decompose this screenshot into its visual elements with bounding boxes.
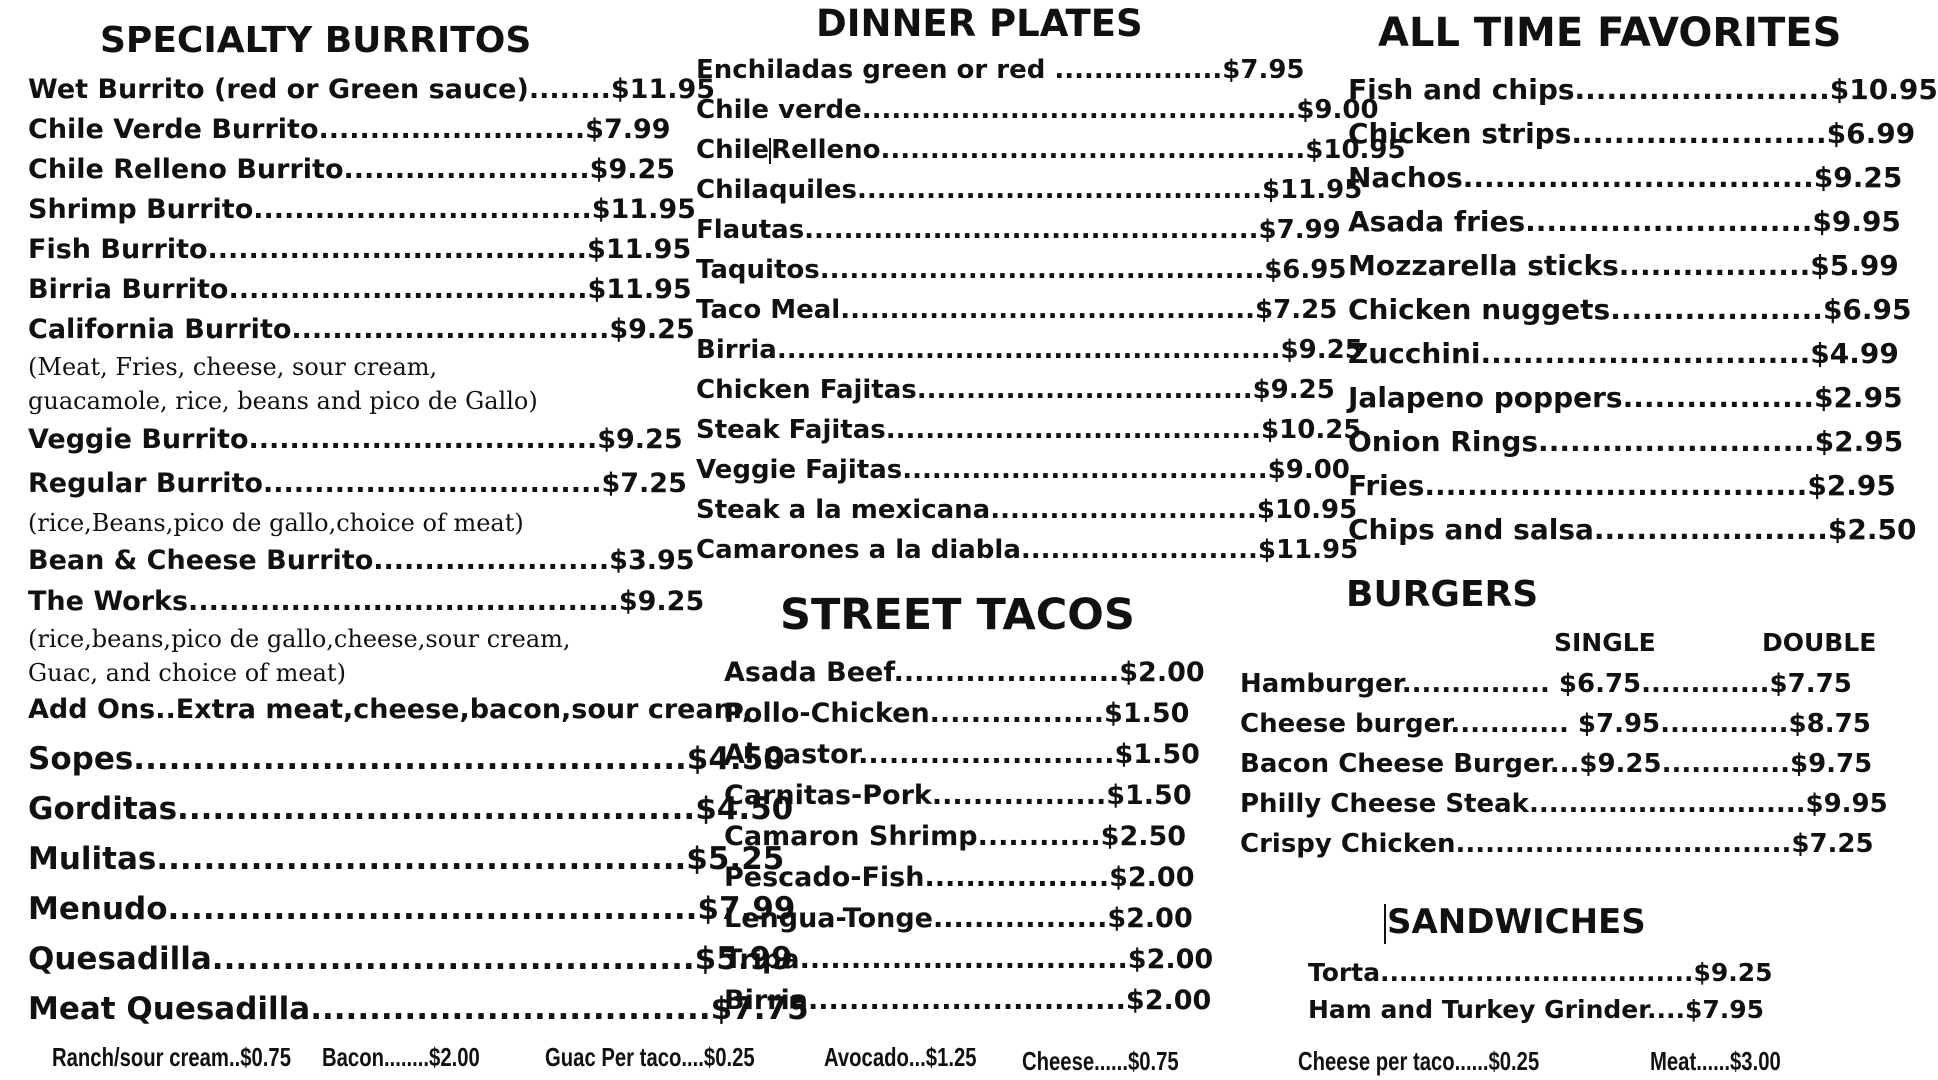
menu-item: Tripa................................$2.00: [724, 944, 1214, 975]
menu-item: Wet Burrito (red or Green sauce)........$11.95: [28, 74, 716, 105]
single-column-header: SINGLE: [1554, 628, 1656, 657]
sandwiches-title: [1384, 902, 1646, 944]
specialty-burritos-title: SPECIALTY BURRITOS: [100, 20, 532, 61]
menu-item: Chile verde............................................$9.00: [696, 95, 1379, 125]
menu-item: Nachos.................................$9.25: [1348, 161, 1903, 194]
menu-item: Veggie Fajitas.....................................$9.00: [696, 455, 1350, 485]
item-description: guacamole, rice, beans and pico de Gallo): [28, 387, 538, 415]
burgers-title: BURGERS: [1346, 574, 1539, 615]
menu-item: Birria...................................................$9.25: [696, 335, 1363, 365]
menu-item: Shrimp Burrito.................................$11.95: [28, 194, 696, 225]
footer-item: Ranch/sour cream..$0.75: [52, 1042, 291, 1072]
menu-item: Gorditas............................................$4.50: [28, 791, 794, 827]
footer-addons: [0, 1036, 1920, 1080]
street-tacos-title: STREET TACOS: [780, 590, 1135, 640]
menu-item: [696, 130, 1406, 170]
footer-item: Bacon........$2.00: [322, 1042, 480, 1072]
footer-item: Guac Per taco....$0.25: [545, 1042, 755, 1072]
menu-item: Steak a la mexicana...........................$10.95: [696, 495, 1358, 525]
footer-item: Cheese per taco......$0.25: [1298, 1046, 1540, 1076]
menu-item: Fish Burrito.....................................$11.95: [28, 234, 692, 265]
footer-item: Avocado...$1.25: [824, 1042, 977, 1072]
menu-item: Sopes...............................................$4.50: [28, 741, 785, 777]
menu-item: Enchiladas green or red .................$7.95: [696, 55, 1305, 85]
menu-item: The Works..........................................$9.25: [28, 586, 705, 617]
item-name-prefix: Chile: [696, 135, 770, 165]
menu-item: Bacon Cheese Burger...$9.25.............$9.75: [1240, 749, 1873, 779]
menu-item: Crispy Chicken..................................$7.25: [1240, 829, 1874, 859]
menu-item: Cheese burger............ $7.95.............$8.75: [1240, 709, 1871, 739]
menu-item: Carnitas-Pork.................$1.50: [724, 780, 1192, 811]
menu-item: Lengua-Tonge.................$2.00: [724, 903, 1193, 934]
menu-item: California Burrito...............................$9.25: [28, 314, 695, 345]
item-description: (Meat, Fries, cheese, sour cream,: [28, 353, 438, 381]
menu-item: Taquitos.............................................$6.95: [696, 255, 1347, 285]
text-cursor-icon: [1384, 904, 1386, 944]
item-description: (rice,beans,pico de gallo,cheese,sour cream,: [28, 625, 571, 653]
all-time-favorites-title: ALL TIME FAVORITES: [1378, 10, 1842, 56]
menu-item: Birria...............................$2.00: [724, 985, 1212, 1016]
menu-item: Chicken strips........................$6.99: [1348, 117, 1916, 150]
menu-item: Chips and salsa......................$2.50: [1348, 513, 1917, 546]
menu-item: Chilaquiles.........................................$11.95: [696, 175, 1363, 205]
menu-item: Fries....................................$2.95: [1348, 469, 1896, 502]
menu-item: Al pastor.........................$1.50: [724, 739, 1200, 770]
menu-item: Mulitas.............................................$5.25: [28, 841, 785, 877]
menu-item: Chile Verde Burrito..........................$7.99: [28, 114, 671, 145]
dinner-plates-title: DINNER PLATES: [816, 2, 1143, 45]
menu-item: Asada fries...........................$9.95: [1348, 205, 1901, 238]
menu-item: Chicken nuggets....................$6.95: [1348, 293, 1912, 326]
menu-item: Camaron Shrimp............$2.50: [724, 821, 1187, 852]
menu-item: Hamburger............... $6.75.............$7.75: [1240, 669, 1852, 699]
menu-item: Veggie Burrito..................................$9.25: [28, 424, 683, 455]
menu-item: Meat Quesadilla..................................$7.75: [28, 991, 809, 1027]
menu-item: Menudo.............................................$7.99: [28, 891, 796, 927]
menu-item: Regular Burrito.................................$7.25: [28, 468, 687, 499]
menu-item: Philly Cheese Steak............................$9.95: [1240, 789, 1888, 819]
item-description: Guac, and choice of meat): [28, 659, 346, 687]
menu-item: Fish and chips........................$10.95: [1348, 73, 1938, 106]
menu-item: Camarones a la diabla........................$11.95: [696, 535, 1359, 565]
menu-item: Chile Relleno Burrito........................$9.25: [28, 154, 676, 185]
menu-item: Quesadilla.........................................$5.99: [28, 941, 793, 977]
item-name-rest: Relleno...........................................$10.95: [771, 135, 1406, 165]
menu-item: Pollo-Chicken.................$1.50: [724, 698, 1190, 729]
menu-item: Pescado-Fish..................$2.00: [724, 862, 1195, 893]
menu-item: Jalapeno poppers..................$2.95: [1348, 381, 1903, 414]
double-column-header: DOUBLE: [1762, 628, 1877, 657]
sandwiches-title-text: SANDWICHES: [1387, 902, 1646, 942]
menu-item: Asada Beef......................$2.00: [724, 657, 1205, 688]
menu-item: Mozzarella sticks..................$5.99: [1348, 249, 1899, 282]
menu-item: Onion Rings..........................$2.95: [1348, 425, 1904, 458]
menu-item: Chicken Fajitas..................................$9.25: [696, 375, 1335, 405]
menu-item: Torta.................................$9.25: [1308, 958, 1773, 987]
menu-item: Flautas..............................................$7.99: [696, 215, 1341, 245]
menu-item: Birria Burrito...................................$11.95: [28, 274, 692, 305]
add-ons-note: Add Ons..Extra meat,cheese,bacon,sour cream,: [28, 694, 753, 725]
item-description: (rice,Beans,pico de gallo,choice of meat): [28, 509, 524, 537]
footer-item: Cheese......$0.75: [1022, 1046, 1179, 1076]
menu-item: Taco Meal..........................................$7.25: [696, 295, 1338, 325]
footer-item: Meat......$3.00: [1650, 1046, 1781, 1076]
menu-item: Steak Fajitas......................................$10.25: [696, 415, 1362, 445]
menu-item: Zucchini...............................$4.99: [1348, 337, 1899, 370]
menu-item: Ham and Turkey Grinder....$7.95: [1308, 995, 1765, 1024]
menu-item: Bean & Cheese Burrito.......................$3.95: [28, 545, 695, 576]
